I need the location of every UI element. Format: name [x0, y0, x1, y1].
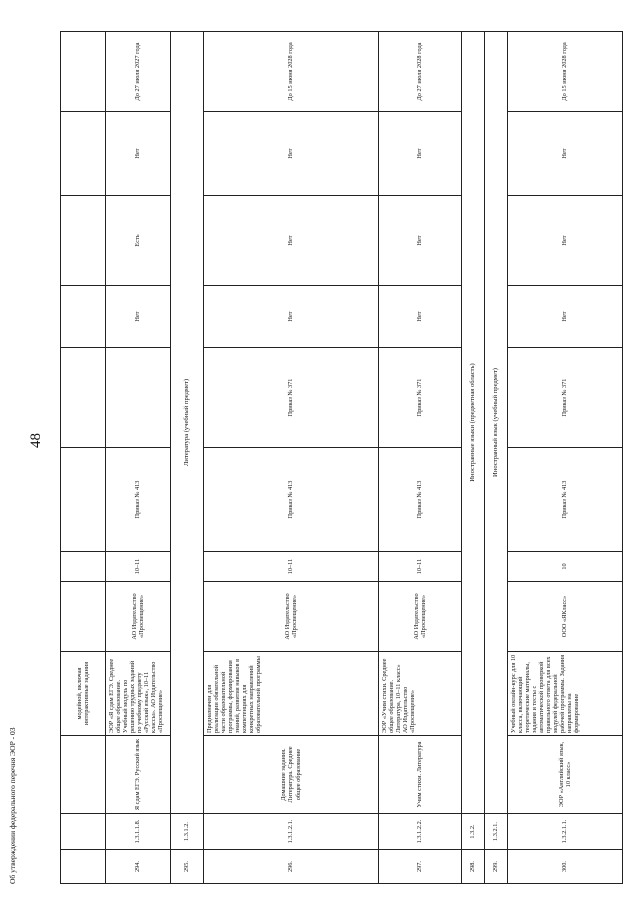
row-code-cell: 1.3.2.: [462, 814, 485, 850]
deadline-cell: До 15 июня 2028 года: [508, 32, 623, 112]
page-number: 48: [28, 433, 44, 448]
flag-cell-2: Нет: [379, 196, 462, 286]
deadline-cell: До 27 июля 2027 года: [106, 32, 171, 112]
flag-cell-1: Нет: [379, 286, 462, 348]
section-row: [171, 32, 204, 884]
publisher-cell: ООО «ЯКласс»: [508, 582, 623, 652]
row-code-cell: 1.3.1.2.1.: [204, 814, 379, 850]
publisher-cell: АО Издательство «Просвещение»: [204, 582, 379, 652]
flag-cell-2: Есть: [106, 196, 171, 286]
row-number-cell: 296.: [204, 850, 379, 884]
grades-cell: 10–11: [204, 552, 379, 582]
flag-cell-3: Нет: [204, 112, 379, 196]
row-number-cell: 300.: [508, 850, 623, 884]
section-label-cell: Иностранный язык (учебный предмет): [485, 32, 508, 814]
flag-cell-1: Нет: [204, 286, 379, 348]
table-row-top-partial: [61, 32, 106, 884]
deadline-cell: До 27 июля 2028 года: [379, 32, 462, 112]
publisher-cell: АО Издательство «Просвещение»: [106, 582, 171, 652]
publisher-cell: АО Издательство «Просвещение»: [379, 582, 462, 652]
top-partial-cell: модейной, включая интерактивные задания: [61, 652, 106, 736]
order-1-cell: Приказ № 413: [106, 448, 171, 552]
order-1-cell: Приказ № 413: [379, 448, 462, 552]
table-body: [61, 32, 623, 884]
row-code-cell: 1.3.1.1.8.: [106, 814, 171, 850]
flag-cell-1: Нет: [508, 286, 623, 348]
row-number-cell: 298.: [462, 850, 485, 884]
resource-name-cell: Домашние задания. Литература. Среднее общее образование: [204, 736, 379, 814]
description-cell: Учебный онлайн-курс для 10 класса, включающий теоретические материалы, задания и тесты с автоматической проверкой правильного ответа для всех модулей федеральной рабочей программы. Задания направлены на формирование: [508, 652, 623, 736]
order-2-cell: Приказ № 371: [508, 348, 623, 448]
description-cell: Предназначен для реализации обязательной части образовательной программы, формирования знаний, развития навыков в компетенциях для конкретных направлений образовательной программы: [204, 652, 379, 736]
order-1-cell: Приказ № 413: [508, 448, 623, 552]
resource-name-cell: Я сдам ЕГЭ. Русский язык: [106, 736, 171, 814]
flag-cell-3: Нет: [106, 112, 171, 196]
row-code-cell: 1.3.2.1.: [485, 814, 508, 850]
flag-cell-3: Нет: [379, 112, 462, 196]
table-row: [204, 32, 379, 884]
table-row: [508, 32, 623, 884]
flag-cell-2: Нет: [204, 196, 379, 286]
section-label-cell: Литература (учебный предмет): [171, 32, 204, 814]
resource-name-cell: Учим стихи. Литература: [379, 736, 462, 814]
row-number-cell: 294.: [106, 850, 171, 884]
row-code-cell: 1.3.2.1.1.: [508, 814, 623, 850]
resource-name-cell: ЭОР «Английский язык, 10 класс»: [508, 736, 623, 814]
order-2-cell: Приказ № 371: [204, 348, 379, 448]
flag-cell-3: Нет: [508, 112, 623, 196]
section-label-cell: Иностранные языки (предметная область): [462, 32, 485, 814]
order-1-cell: Приказ № 413: [204, 448, 379, 552]
row-code-cell: 1.3.1.2.2.: [379, 814, 462, 850]
row-number-cell: 295.: [171, 850, 204, 884]
flag-cell-2: Нет: [508, 196, 623, 286]
grades-cell: 10: [508, 552, 623, 582]
row-number-cell: 297.: [379, 850, 462, 884]
description-cell: ЭОР «Я сдам ЕГЭ. Среднее общее образование. Учебный модуль по решению трудных заданий по учебному предмету «Русский язык», 10–11 классы». АО Издательство «Просвещение»: [106, 652, 171, 736]
deadline-cell: До 15 июня 2028 года: [204, 32, 379, 112]
order-2-cell: [106, 348, 171, 448]
row-code-cell: 1.3.1.2.: [171, 814, 204, 850]
description-cell: ЭОР «Учим стихи. Среднее общее образование. Литература, 10–11 класс» АО Издательство «Просвещение»: [379, 652, 462, 736]
electronic-resources-table: [60, 31, 623, 884]
table-row: [379, 32, 462, 884]
row-number-cell: 299.: [485, 850, 508, 884]
order-2-cell: Приказ № 371: [379, 348, 462, 448]
grades-cell: 10–11: [106, 552, 171, 582]
grades-cell: 10–11: [379, 552, 462, 582]
table-row: [106, 32, 171, 884]
footer-text: Об утверждении федерального перечня ЭОР - 03: [8, 727, 17, 884]
flag-cell-1: Нет: [106, 286, 171, 348]
section-row: [462, 32, 485, 884]
section-row: [485, 32, 508, 884]
